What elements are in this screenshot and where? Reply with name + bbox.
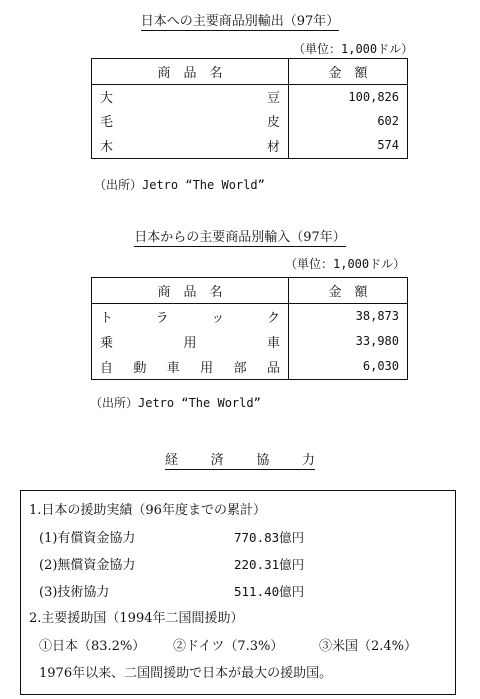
donor-germany: ②ドイツ（7.3%） <box>173 639 284 654</box>
item-char: ラ <box>155 310 169 326</box>
export-header-amount: 金 額 <box>289 59 408 85</box>
cooperation-title <box>0 449 480 470</box>
export-source: （出所）Jetro “The World” <box>94 178 265 192</box>
export-title: 日本への主要商品別輸出（97年） <box>140 14 340 29</box>
import-source: （出所）Jetro “The World” <box>90 396 261 410</box>
title-char: 力 <box>301 453 315 468</box>
aid-record-heading: 1.日本の援助実績（96年度までの累計） <box>29 503 266 518</box>
aid-row-label: (1)有償資金協力 <box>39 531 136 546</box>
title-char: 済 <box>210 453 224 468</box>
import-table <box>91 277 408 380</box>
aid-row-value: 511.40億円 <box>234 584 305 599</box>
item-char: 材 <box>266 139 280 155</box>
donor-japan: ①日本（83.2%） <box>39 639 146 654</box>
item-char: 大 <box>100 91 114 107</box>
item-char: 豆 <box>266 91 280 107</box>
aid-row-label: (2)無償資金協力 <box>39 558 136 573</box>
item-char: 乗 <box>100 335 114 351</box>
item-char: 車 <box>266 335 280 351</box>
item-char: 用 <box>200 360 214 376</box>
item-char: ッ <box>211 310 225 326</box>
cooperation-note: 1976年以来、二国間援助で日本が最大の援助国。 <box>39 666 333 681</box>
table-row <box>92 109 408 133</box>
export-unit: （単位：1,000ドル） <box>293 42 414 56</box>
item-char: 皮 <box>266 115 280 130</box>
item-char: 自 <box>100 360 114 376</box>
title-char: 協 <box>256 453 270 468</box>
aid-row-value: 220.31億円 <box>234 557 305 572</box>
import-header-name: 商 品 名 <box>92 278 289 304</box>
item-char: 車 <box>166 360 180 376</box>
aid-row-value: 770.83億円 <box>234 530 305 545</box>
import-title: 日本からの主要商品別輸入（97年） <box>134 230 346 245</box>
table-row <box>92 304 408 329</box>
item-char: ク <box>266 310 280 326</box>
import-unit: （単位：1,000ドル） <box>285 257 406 271</box>
table-row <box>92 85 408 109</box>
donors-heading: 2.主要援助国（1994年二国間援助） <box>29 611 244 626</box>
export-table <box>91 58 408 159</box>
item-char: 動 <box>133 360 147 376</box>
item-char: ト <box>100 310 114 326</box>
amount-cell: 38,873 <box>289 304 408 329</box>
item-char: 木 <box>100 139 114 155</box>
title-char: 経 <box>165 453 179 468</box>
amount-cell: 602 <box>289 109 408 133</box>
donor-us: ③米国（2.4%） <box>319 639 418 654</box>
export-header-name: 商 品 名 <box>92 59 289 85</box>
table-row <box>92 133 408 159</box>
amount-cell: 574 <box>289 133 408 159</box>
table-row <box>92 329 408 354</box>
item-char: 毛 <box>100 115 114 130</box>
cooperation-box <box>20 490 456 695</box>
table-row <box>92 354 408 380</box>
amount-cell: 100,826 <box>289 85 408 109</box>
aid-row-label: (3)技術協力 <box>39 585 110 600</box>
item-char: 用 <box>183 335 197 351</box>
item-char: 部 <box>233 360 247 376</box>
import-header-amount: 金 額 <box>289 278 408 304</box>
amount-cell: 6,030 <box>289 354 408 380</box>
amount-cell: 33,980 <box>289 329 408 354</box>
item-char: 品 <box>266 360 280 376</box>
